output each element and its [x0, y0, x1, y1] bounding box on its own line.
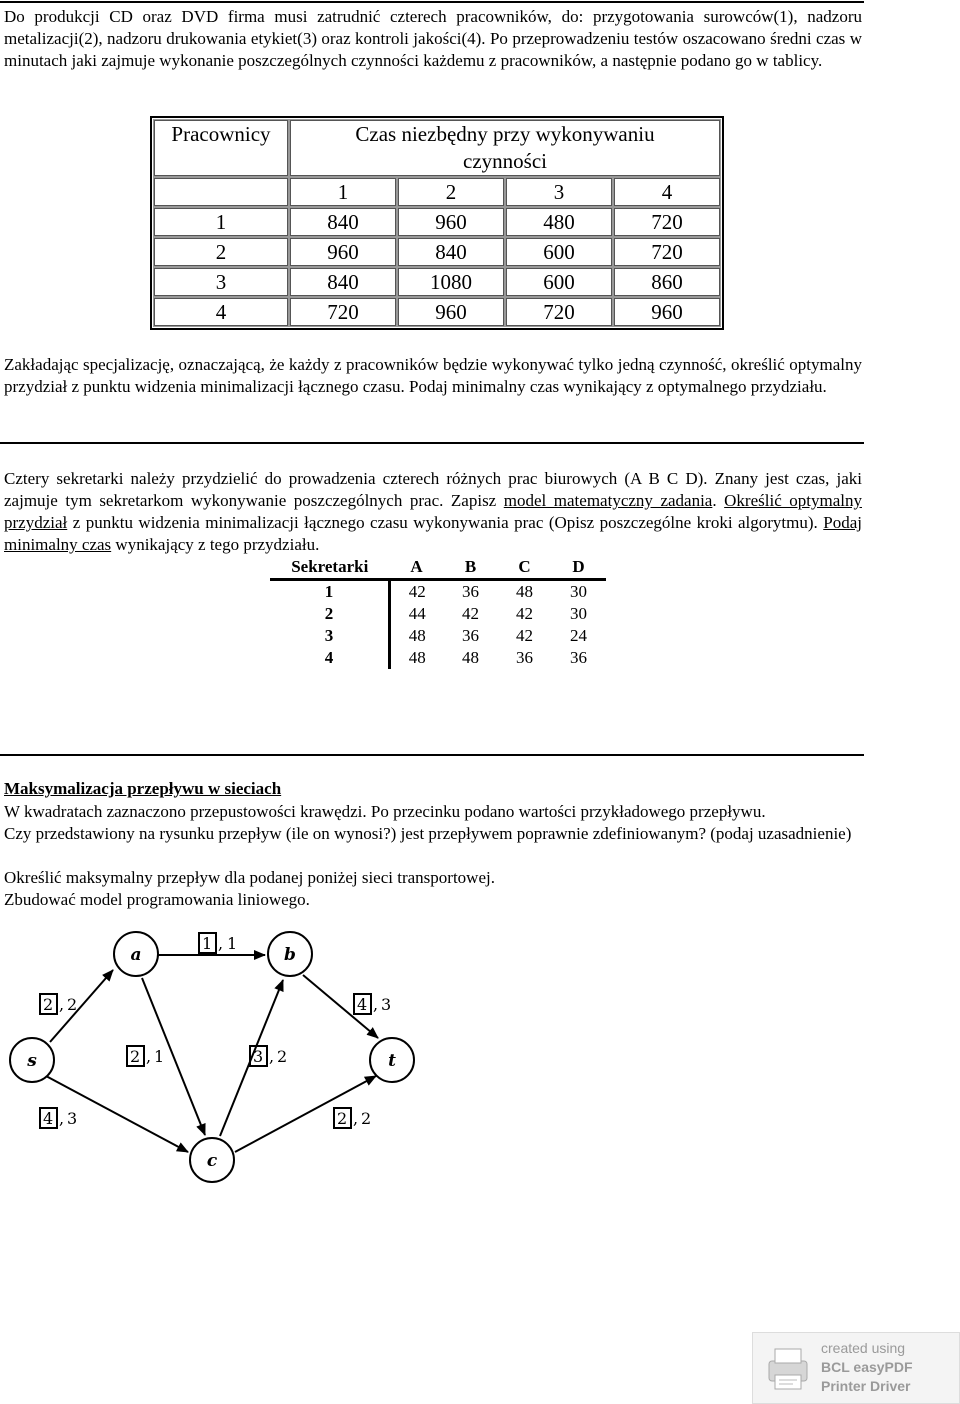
table-row	[270, 603, 606, 625]
edge-b-t-capacity: 4	[357, 995, 368, 1014]
node-t-label: t	[388, 1051, 396, 1071]
time-cell: 42	[516, 604, 533, 623]
edge-a-b-capacity: 1	[202, 934, 213, 953]
time-cell: 840	[290, 208, 396, 236]
task-number: 3	[506, 178, 612, 206]
flow-network-diagram	[0, 920, 430, 1200]
section3-line4: Zbudować model programowania liniowego.	[4, 890, 310, 909]
svg-text:,: ,	[373, 995, 379, 1014]
node-a-label: a	[130, 945, 142, 965]
edge-c-b-flow: 2	[277, 1047, 288, 1066]
svg-text:,: ,	[353, 1109, 359, 1128]
section2-text	[4, 468, 862, 556]
table-row	[270, 580, 606, 604]
node-s-label: s	[27, 1051, 37, 1071]
table-header-row	[270, 556, 606, 580]
time-cell: 48	[408, 626, 426, 645]
section2-text-b: .	[712, 491, 725, 510]
time-cell: 720	[290, 298, 396, 326]
secretaries-table	[270, 556, 606, 669]
svg-text:,: ,	[59, 995, 65, 1014]
edge-c-t-flow: 2	[361, 1109, 372, 1128]
edge-c-b-capacity: 3	[253, 1047, 264, 1066]
watermark-line3: Printer Driver	[821, 1378, 911, 1394]
worker-id: 2	[154, 238, 288, 266]
time-cell: 600	[506, 238, 612, 266]
edge-s-c-flow: 3	[67, 1109, 78, 1128]
time-cell: 1080	[398, 268, 504, 296]
table-row	[154, 208, 720, 236]
time-cell: 30	[570, 582, 587, 601]
table-row	[270, 625, 606, 647]
time-cell: 48	[516, 582, 533, 601]
section3-line1: W kwadratach zaznaczono przepustowości krawędzi. Po przecinku podano wartości przykładowego przepływu.	[4, 802, 766, 821]
time-cell: 960	[614, 298, 720, 326]
time-cell: 36	[570, 648, 587, 667]
section3-title: Maksymalizacja przepływu w sieciach	[4, 779, 282, 798]
table-row	[154, 268, 720, 296]
edge-a-b-flow: 1	[227, 934, 238, 953]
edge-c-t-capacity: 2	[337, 1109, 348, 1128]
time-cell: 44	[408, 604, 426, 623]
time-cell: 48	[462, 648, 479, 667]
node-c-label: c	[206, 1151, 218, 1171]
time-cell: 720	[614, 208, 720, 236]
svg-text:,: ,	[269, 1047, 275, 1066]
job-header: B	[444, 556, 498, 580]
time-cell: 480	[506, 208, 612, 236]
min-time-underlined: Podaj minimalny czas	[4, 513, 862, 554]
time-cell: 840	[290, 268, 396, 296]
edge-a-c-capacity: 2	[130, 1047, 141, 1066]
edge-a-c	[142, 978, 205, 1135]
section3-line2: Czy przedstawiony na rysunku przepływ (ile on wynosi?) jest przepływem poprawnie zdefiniowanym? (podaj uzasadnienie)	[4, 824, 852, 843]
watermark-line2: BCL easyPDF	[821, 1359, 913, 1375]
worker-id: 4	[154, 298, 288, 326]
section-divider	[0, 442, 864, 444]
svg-text:,: ,	[146, 1047, 152, 1066]
model-underlined: model matematyczny zadania	[503, 491, 713, 510]
secretary-id: 1	[270, 580, 390, 604]
time-cell: 960	[398, 208, 504, 236]
empty-cell	[154, 178, 288, 206]
task-numbers-row	[154, 178, 720, 206]
section1-intro: Do produkcji CD oraz DVD firma musi zatrudnić czterech pracowników, do: przygotowania surowców(1), nadzoru metalizacji(2), nadzoru drukowania etykiet(3) oraz kontroli jakości(4). Po przeprowadzeniu testów oszacowano średni czas w minutach jaki zajmuje wykonanie poszczególnych czynności każdemu z pracowników, a następnie podano go w tablicy.	[4, 7, 862, 70]
secretary-id: 3	[270, 625, 390, 647]
time-cell: 42	[462, 604, 479, 623]
workers-time-table	[150, 116, 724, 330]
secretaries-header: Sekretarki	[270, 556, 390, 580]
time-cell: 24	[570, 626, 587, 645]
secretary-id: 2	[270, 603, 390, 625]
task-number: 1	[290, 178, 396, 206]
worker-id: 1	[154, 208, 288, 236]
edge-a-c-flow: 1	[154, 1047, 165, 1066]
section2-text-d: wynikający z tego przydziału.	[111, 535, 320, 554]
task-time-header: Czas niezbędny przy wykonywaniu czynności	[290, 120, 720, 176]
time-cell: 720	[506, 298, 612, 326]
optimal-underlined: Określić optymalny przydział	[4, 491, 862, 532]
table-row	[154, 238, 720, 266]
time-cell: 36	[516, 648, 533, 667]
secretary-id: 4	[270, 647, 390, 669]
time-cell: 48	[408, 648, 426, 667]
section-divider	[0, 754, 864, 756]
task-number: 4	[614, 178, 720, 206]
section3-line3: Określić maksymalny przepływ dla podanej poniżej sieci transportowej.	[4, 868, 495, 887]
time-cell: 960	[290, 238, 396, 266]
table-row	[270, 647, 606, 669]
job-header: D	[552, 556, 606, 580]
table-row	[154, 298, 720, 326]
pdf-watermark	[752, 1332, 960, 1404]
edge-s-c-capacity: 4	[43, 1109, 54, 1128]
section1-question: Zakładając specjalizację, oznaczającą, że każdy z pracowników będzie wykonywać tylko jedną czynność, określić optymalny przydział z punktu widzenia minimalizacji łącznego czasu. Podaj minimalny czas wynikający z optymalnego przydziału.	[4, 355, 862, 396]
time-cell: 36	[462, 582, 479, 601]
job-header: A	[390, 556, 444, 580]
printer-icon	[763, 1343, 813, 1393]
time-cell: 42	[408, 582, 426, 601]
workers-header: Pracownicy	[154, 120, 288, 176]
time-cell: 42	[516, 626, 533, 645]
svg-text:,: ,	[218, 934, 224, 953]
node-b-label: b	[284, 945, 296, 965]
time-cell: 36	[462, 626, 479, 645]
table-header-row	[154, 120, 720, 176]
svg-text:,: ,	[59, 1109, 65, 1128]
time-cell: 960	[398, 298, 504, 326]
task-number: 2	[398, 178, 504, 206]
edge-b-t-flow: 3	[381, 995, 392, 1014]
section2-text-c: z punktu widzenia minimalizacji łącznego czasu wykonywania prac (Opisz poszczególne kroki algorytmu).	[67, 513, 824, 532]
section2-text-a: Cztery sekretarki należy przydzielić do prowadzenia czterech różnych prac biurowych (A B C D). Znany jest czas, jaki zajmuje tym sekretarkom wykonywanie poszczególnych prac. Zapisz	[4, 469, 862, 510]
time-cell: 860	[614, 268, 720, 296]
time-cell: 600	[506, 268, 612, 296]
top-rule	[0, 1, 864, 3]
time-cell: 840	[398, 238, 504, 266]
watermark-line1: created using	[821, 1340, 906, 1356]
time-cell: 720	[614, 238, 720, 266]
worker-id: 3	[154, 268, 288, 296]
edge-s-a-capacity: 2	[43, 995, 54, 1014]
edge-s-a-flow: 2	[67, 995, 78, 1014]
time-cell: 30	[570, 604, 587, 623]
job-header: C	[498, 556, 552, 580]
